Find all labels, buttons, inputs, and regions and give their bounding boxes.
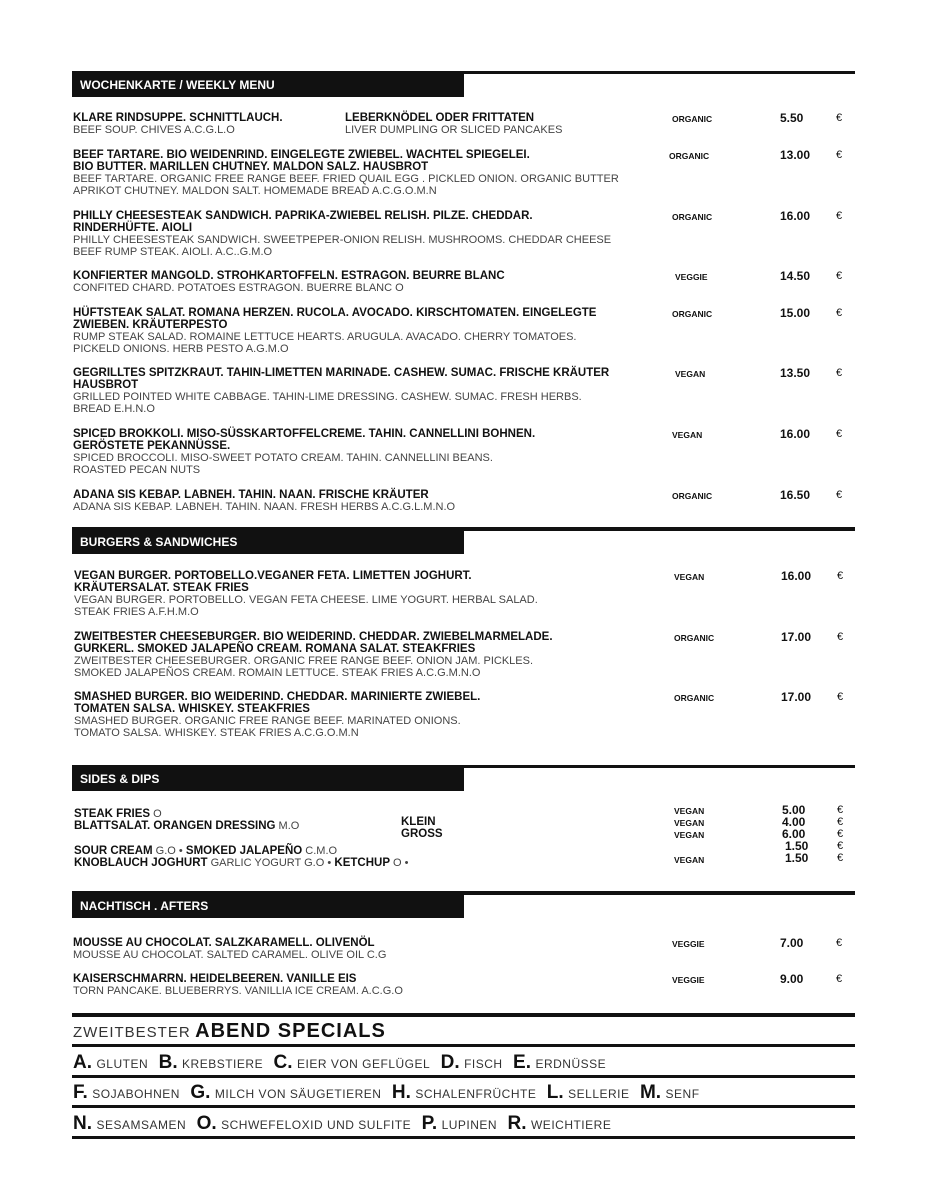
section-rule <box>72 1105 855 1108</box>
currency-symbol: € <box>837 840 844 852</box>
allergen-label: SENF <box>665 1087 700 1101</box>
currency-symbol: € <box>837 631 844 643</box>
allergen-label: EIER VON GEFLÜGEL <box>296 1057 431 1071</box>
price: 16.00 <box>780 427 811 441</box>
item-title: ADANA SIS KEBAP. LABNEH. TAHIN. NAAN. FRISCHE KRÄUTER <box>73 489 429 501</box>
item-title: SPICED BROKKOLI. MISO-SÜSSKARTOFFELCREME. TAHIN. CANNELLINI BOHNEN. <box>73 428 536 440</box>
section-header-weekly: WOCHENKARTE / WEEKLY MENU <box>72 73 464 97</box>
item-title: KONFIERTER MANGOLD. STROHKARTOFFELN. ESTRAGON. BEURRE BLANC <box>73 270 505 282</box>
item-description: GARLIC YOGURT <box>207 857 302 869</box>
currency-symbol: € <box>837 804 844 816</box>
side-garlic-yogurt <box>74 853 409 871</box>
currency-symbol: € <box>837 828 844 840</box>
item-description: SMOKED JALAPEÑOS CREAM. ROMAIN LETTUCE. STEAK FRIES A.C.G.M.N.O <box>74 667 481 679</box>
allergen-codes: O • <box>389 857 409 869</box>
section-header-sides: SIDES & DIPS <box>72 767 464 791</box>
allergen-label: SOJABOHNEN <box>92 1087 180 1101</box>
allergen-codes: O <box>150 808 162 820</box>
price: 17.00 <box>781 630 812 644</box>
diet-tag: VEGAN <box>672 430 703 440</box>
side-name: KETCHUP <box>331 857 390 869</box>
diet-tag: VEGGIE <box>675 272 708 282</box>
allergen-letter: G. <box>190 1082 211 1103</box>
item-title: MOUSSE AU CHOCOLAT. SALZKARAMELL. OLIVENÖL <box>73 937 375 949</box>
allergen-letter: R. <box>507 1113 527 1134</box>
diet-tag: VEGGIE <box>672 939 705 949</box>
price: 16.00 <box>781 569 812 583</box>
item-description: BREAD E.H.N.O <box>73 403 155 415</box>
currency-symbol: € <box>837 852 844 864</box>
specials-heading <box>73 1020 386 1043</box>
item-title: SMASHED BURGER. BIO WEIDERIND. CHEDDAR. MARINIERTE ZWIEBEL. <box>74 691 481 703</box>
price: 5.00 <box>782 803 806 817</box>
allergen-letter: M. <box>639 1082 662 1103</box>
allergen-label: WEICHTIERE <box>530 1118 612 1132</box>
currency-symbol: € <box>836 973 843 985</box>
diet-tag: ORGANIC <box>674 693 715 703</box>
allergen-letter: L. <box>546 1082 564 1103</box>
diet-tag: VEGAN <box>675 369 706 379</box>
item-description: RUMP STEAK SALAD. ROMAINE LETTUCE HEARTS. ARUGULA. AVACADO. CHERRY TOMATOES. <box>73 331 577 343</box>
allergen-codes: C.M.O <box>302 845 338 857</box>
allergen-letter: C. <box>273 1052 293 1073</box>
allergen-codes: G.O • <box>301 857 332 869</box>
allergen-row <box>73 1052 612 1074</box>
section-rule <box>72 1136 855 1139</box>
allergen-letter: P. <box>421 1113 438 1134</box>
side-name: SMOKED JALAPEÑO <box>182 845 303 857</box>
allergen-codes: M.O <box>275 820 300 832</box>
price: 7.00 <box>780 936 804 950</box>
item-title: PHILLY CHEESESTEAK SANDWICH. PAPRIKA-ZWIEBEL RELISH. PILZE. CHEDDAR. <box>73 210 533 222</box>
price: 17.00 <box>781 690 812 704</box>
diet-tag: ORGANIC <box>672 212 713 222</box>
item-title: GEGRILLTES SPITZKRAUT. TAHIN-LIMETTEN MARINADE. CASHEW. SUMAC. FRISCHE KRÄUTER <box>73 367 610 379</box>
diet-tag: VEGAN <box>674 572 705 582</box>
item-description: ZWEITBESTER CHEESEBURGER. ORGANIC FREE RANGE BEEF. ONION JAM. PICKLES. <box>74 655 534 667</box>
item-title: BIO BUTTER. MARILLEN CHUTNEY. MALDON SALZ. HAUSBROT <box>73 161 429 173</box>
item-title: TOMATEN SALSA. WHISKEY. STEAKFRIES <box>74 703 310 715</box>
item-title: GERÖSTETE PEKANNÜSSE. <box>73 440 231 452</box>
allergen-row <box>73 1082 706 1104</box>
item-description: SMASHED BURGER. ORGANIC FREE RANGE BEEF. MARINATED ONIONS. <box>74 715 461 727</box>
diet-tag: VEGAN <box>674 818 705 828</box>
item-description: ADANA SIS KEBAP. LABNEH. TAHIN. NAAN. FRESH HERBS A.C.G.L.M.N.O <box>73 501 456 513</box>
currency-symbol: € <box>836 489 843 501</box>
size-large: GROSS <box>401 828 443 840</box>
currency-symbol: € <box>836 112 843 124</box>
price: 1.50 <box>785 851 809 865</box>
item-description: GRILLED POINTED WHITE CABBAGE. TAHIN-LIME DRESSING. CASHEW. SUMAC. FRESH HERBS. <box>73 391 582 403</box>
allergen-letter: H. <box>391 1082 411 1103</box>
allergen-label: SELLERIE <box>568 1087 630 1101</box>
price: 5.50 <box>780 111 804 125</box>
currency-symbol: € <box>836 307 843 319</box>
diet-tag: ORGANIC <box>669 151 710 161</box>
allergen-label: SCHWEFELOXID UND SULFITE <box>221 1118 412 1132</box>
allergen-letter: D. <box>440 1052 460 1073</box>
allergen-letter: A. <box>73 1052 92 1073</box>
currency-symbol: € <box>836 428 843 440</box>
currency-symbol: € <box>837 570 844 582</box>
price: 16.00 <box>780 209 811 223</box>
item-title: GURKERL. SMOKED JALAPEÑO CREAM. ROMANA SALAT. STEAKFRIES <box>74 643 476 655</box>
price: 14.50 <box>780 269 811 283</box>
item-title: HÜFTSTEAK SALAT. ROMANA HERZEN. RUCOLA. AVOCADO. KIRSCHTOMATEN. EINGELEGTE <box>73 307 597 319</box>
item-description: LIVER DUMPLING OR SLICED PANCAKES <box>345 124 563 136</box>
side-name: SOUR CREAM <box>74 845 153 857</box>
diet-tag: ORGANIC <box>672 491 713 501</box>
item-description: CONFITED CHARD. POTATOES ESTRAGON. BUERRE BLANC O <box>73 282 404 294</box>
allergen-label: SCHALENFRÜCHTE <box>415 1087 537 1101</box>
section-rule <box>72 1044 855 1047</box>
item-description: TOMATO SALSA. WHISKEY. STEAK FRIES A.C.G.O.M.N <box>74 727 359 739</box>
currency-symbol: € <box>836 270 843 282</box>
price: 1.50 <box>785 839 809 853</box>
diet-tag: ORGANIC <box>672 309 713 319</box>
allergen-label: LUPINEN <box>441 1118 498 1132</box>
allergen-row <box>73 1113 617 1135</box>
side-salad <box>74 816 299 834</box>
item-description: MOUSSE AU CHOCOLAT. SALTED CARAMEL. OLIVE OIL C.G <box>73 949 387 961</box>
allergen-label: FISCH <box>464 1057 503 1071</box>
currency-symbol: € <box>836 937 843 949</box>
item-title: VEGAN BURGER. PORTOBELLO.VEGANER FETA. LIMETTEN JOGHURT. <box>74 570 472 582</box>
item-description: BEEF SOUP. CHIVES A.C.G.L.O <box>73 124 235 136</box>
price: 16.50 <box>780 488 811 502</box>
allergen-letter: F. <box>73 1082 88 1103</box>
allergen-label: MILCH VON SÄUGETIEREN <box>214 1087 382 1101</box>
allergen-codes: G.O • <box>152 845 183 857</box>
specials-title: ABEND SPECIALS <box>195 1020 386 1042</box>
allergen-letter: N. <box>73 1113 92 1134</box>
section-rule <box>72 1013 855 1017</box>
allergen-letter: E. <box>513 1052 531 1073</box>
item-title: KRÄUTERSALAT. STEAK FRIES <box>74 582 249 594</box>
side-name: STEAK FRIES <box>74 808 151 820</box>
item-title: BEEF TARTARE. BIO WEIDENRIND. EINGELEGTE ZWIEBEL. WACHTEL SPIEGELEI. <box>73 149 530 161</box>
currency-symbol: € <box>836 149 843 161</box>
item-title: KAISERSCHMARRN. HEIDELBEEREN. VANILLE EIS <box>73 973 357 985</box>
item-description: TORN PANCAKE. BLUEBERRYS. VANILLIA ICE CREAM. A.C.G.O <box>73 985 403 997</box>
item-title: KLARE RINDSUPPE. SCHNITTLAUCH. <box>73 112 283 124</box>
diet-tag: VEGGIE <box>672 975 705 985</box>
item-description: VEGAN BURGER. PORTOBELLO. VEGAN FETA CHEESE. LIME YOGURT. HERBAL SALAD. <box>74 594 538 606</box>
item-description: STEAK FRIES A.F.H.M.O <box>74 606 199 618</box>
diet-tag: VEGAN <box>674 855 705 865</box>
item-title: RINDERHÜFTE. AIOLI <box>73 222 193 234</box>
currency-symbol: € <box>837 816 844 828</box>
item-description: BEEF RUMP STEAK. AIOLI. A.C..G.M.O <box>73 246 273 258</box>
price: 9.00 <box>780 972 804 986</box>
price: 15.00 <box>780 306 811 320</box>
allergen-label: GLUTEN <box>96 1057 149 1071</box>
allergen-label: KREBSTIERE <box>182 1057 264 1071</box>
item-description: PICKELD ONIONS. HERB PESTO A.G.M.O <box>73 343 289 355</box>
currency-symbol: € <box>837 691 844 703</box>
item-title: ZWEITBESTER CHEESEBURGER. BIO WEIDERIND. CHEDDAR. ZWIEBELMARMELADE. <box>74 631 553 643</box>
item-title: HAUSBROT <box>73 379 139 391</box>
currency-symbol: € <box>836 367 843 379</box>
section-header-afters: NACHTISCH . AFTERS <box>72 894 464 918</box>
item-title: LEBERKNÖDEL ODER FRITTATEN <box>345 112 535 124</box>
price: 13.00 <box>780 148 811 162</box>
section-rule <box>72 1075 855 1078</box>
diet-tag: ORGANIC <box>674 633 715 643</box>
price: 6.00 <box>782 827 806 841</box>
size-small: KLEIN <box>401 816 436 828</box>
price: 13.50 <box>780 366 811 380</box>
section-header-burgers: BURGERS & SANDWICHES <box>72 530 464 554</box>
allergen-letter: B. <box>158 1052 178 1073</box>
currency-symbol: € <box>836 210 843 222</box>
side-name: BLATTSALAT. ORANGEN DRESSING <box>74 820 276 832</box>
item-description: PHILLY CHEESESTEAK SANDWICH. SWEETPEPER-ONION RELISH. MUSHROOMS. CHEDDAR CHEESE <box>73 234 612 246</box>
diet-tag: VEGAN <box>674 806 705 816</box>
allergen-label: ERDNÜSSE <box>535 1057 607 1071</box>
item-description: SPICED BROCCOLI. MISO-SWEET POTATO CREAM. TAHIN. CANNELLINI BEANS. <box>73 452 493 464</box>
side-name: KNOBLAUCH JOGHURT <box>74 857 208 869</box>
item-title: ZWIEBEN. KRÄUTERPESTO <box>73 319 228 331</box>
specials-prefix: ZWEITBESTER <box>73 1024 191 1041</box>
diet-tag: VEGAN <box>674 830 705 840</box>
allergen-label: SESAMSAMEN <box>96 1118 187 1132</box>
item-description: APRIKOT CHUTNEY. MALDON SALT. HOMEMADE BREAD A.C.G.O.M.N <box>73 185 437 197</box>
allergen-letter: O. <box>196 1113 217 1134</box>
item-description: BEEF TARTARE. ORGANIC FREE RANGE BEEF. FRIED QUAIL EGG . PICKLED ONION. ORGANIC BUTTER <box>73 173 619 185</box>
diet-tag: ORGANIC <box>672 114 713 124</box>
price: 4.00 <box>782 815 806 829</box>
item-description: ROASTED PECAN NUTS <box>73 464 201 476</box>
